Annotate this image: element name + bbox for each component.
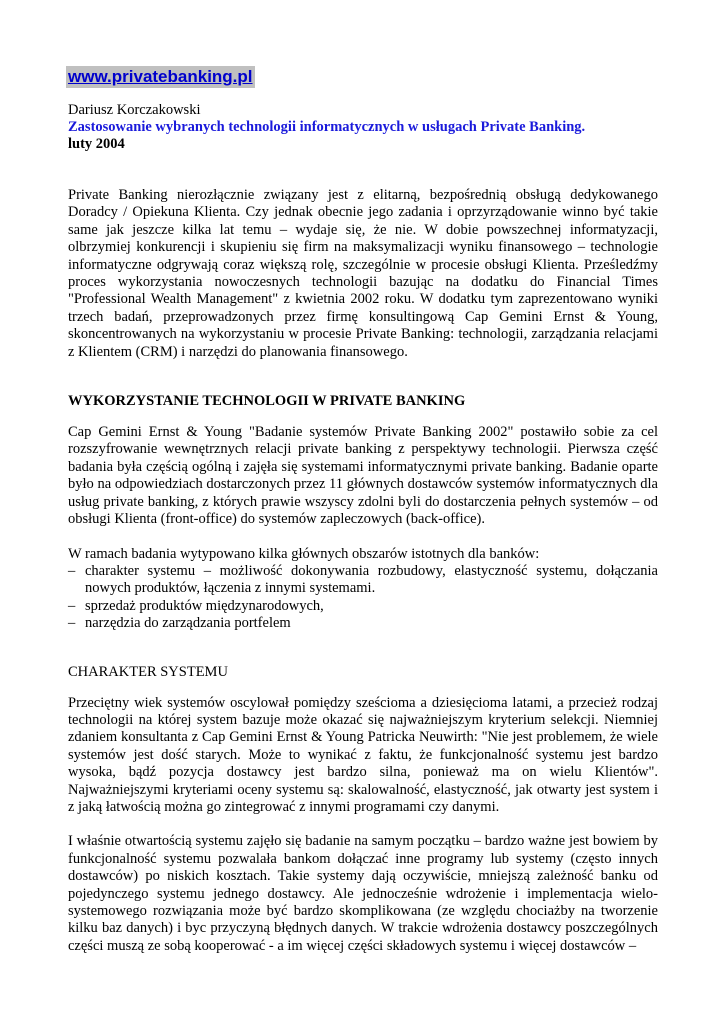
list-item-text: narzędzia do zarządzania portfelem <box>85 615 291 632</box>
author-name: Dariusz Korczakowski <box>68 102 201 118</box>
list-item-text: sprzedaż produktów międzynarodowych, <box>85 597 324 614</box>
list-item-text: charakter systemu – możliwość dokonywania rozbudowy, elastyczność systemu, dołączania nowych produktów, łączenia z innymi systemami. <box>85 562 658 597</box>
dash-bullet: – <box>68 562 76 579</box>
document-meta <box>68 102 658 153</box>
section2-paragraph-1: Przeciętny wiek systemów oscylował pomiędzy sześcioma a dziesięcioma latami, a przecież rodzaj technologii na której system bazuje może okazać się najważniejszym kryterium selekcji. Niemniej zdaniem konsultanta z Cap Gemini Ernst & Young Patricka Neuwirth: "Nie jest problemem, że wiele systemów jest dość starych. Może to wynikać z faktu, że funkcjonalność systemu jest bardzo wysoka, bądź pozycja dostawcy jest bardzo silna, ponieważ ma on wielu Klientów". Najważniejszymi kryteriami oceny systemu są: skalowalność, elastyczność, jak otwarty jest system i z jaką łatwością można go zintegrować z innymi programami czy danymi. <box>68 694 658 815</box>
dash-bullet: – <box>68 597 76 614</box>
site-link[interactable]: www.privatebanking.pl <box>68 67 253 86</box>
intro-paragraph: Private Banking nierozłącznie związany jest z elitarną, bezpośrednią obsługą dedykowanego Doradcy / Opiekuna Klienta. Czy jednak obecnie jego zadania i oprzyrządowanie winno być takie same jak jeszcze kilka lat temu – wydaje się, że nie. W dobie powszechnej informatyzacji, olbrzymiej konkurencji i skupieniu się firm na maksymalizacji wyniku finansowego – technologie informatyczne odgrywają coraz większą rolę, szczególnie w procesie obsługi Klienta. Prześledźmy proces wykorzystania nowoczesnych technologii bazując na dodatku do Financial Times "Professional Wealth Management" z kwietnia 2002 roku. W dodatku tym zaprezentowano wyniki trzech badań, przeprowadzonych przez firmę konsultingową Cap Gemini Ernst & Young, skoncentrowanych na wykorzystaniu w procesie Private Banking: technologii, zarządzania relacjami z Klientem (CRM) i narzędzi do planowania finansowego. <box>68 187 658 360</box>
section-heading-system: CHARAKTER SYSTEMU <box>68 663 228 680</box>
section1-paragraph: Cap Gemini Ernst & Young "Badanie systemów Private Banking 2002" postawiło sobie za cel rozszyfrowanie wewnętrznych relacji private banking z perspektywy technologii. Pierwsza część badania była częścią ogólną i zajęła się systemami informatycznymi private banking. Badanie oparte było na odpowiedziach dostarczonych przez 11 głównych dostawców systemów informatycznych dla usług private banking, z których prawie wszyscy zdolni byli do dostarczenia pełnych systemów – od obsługi Klienta (front-office) do systemów zapleczowych (back-office). <box>68 424 658 528</box>
document-page <box>68 66 658 955</box>
document-title: Zastosowanie wybranych technologii informatycznych w usługach Private Banking. <box>68 119 586 135</box>
list-intro: W ramach badania wytypowano kilka głównych obszarów istotnych dla banków: <box>68 545 540 562</box>
document-date: luty 2004 <box>68 136 125 152</box>
list-item <box>68 615 658 632</box>
list-item <box>68 598 658 615</box>
list-item <box>68 563 658 598</box>
dash-bullet: – <box>68 615 76 632</box>
areas-list <box>68 563 658 633</box>
section2-paragraph-2: I właśnie otwartością systemu zajęło się badanie na samym początku – bardzo ważne jest bowiem by funkcjonalność systemu pozwalała bankom dołączać inne programy lub systemy (często innych dostawców) po niskich kosztach. Takie systemy dają oczywiście, mniejszą zależność banku od pojedynczego systemu jednego dostawcy. Ale jednocześnie wdrożenie i implementacja wielo-systemowego rozwiązania może być bardzo skomplikowana (ze względu chociażby na tworzenie kilku baz danych) i byc przyczyną błędnych danych. W trakcie wdrożenia dostawcy poszczególnych części muszą ze sobą kooperować - a im więcej części składowych systemu i więcej dostawców – <box>68 833 658 954</box>
section-heading-technology: WYKORZYSTANIE TECHNOLOGII W PRIVATE BANKING <box>68 393 466 410</box>
